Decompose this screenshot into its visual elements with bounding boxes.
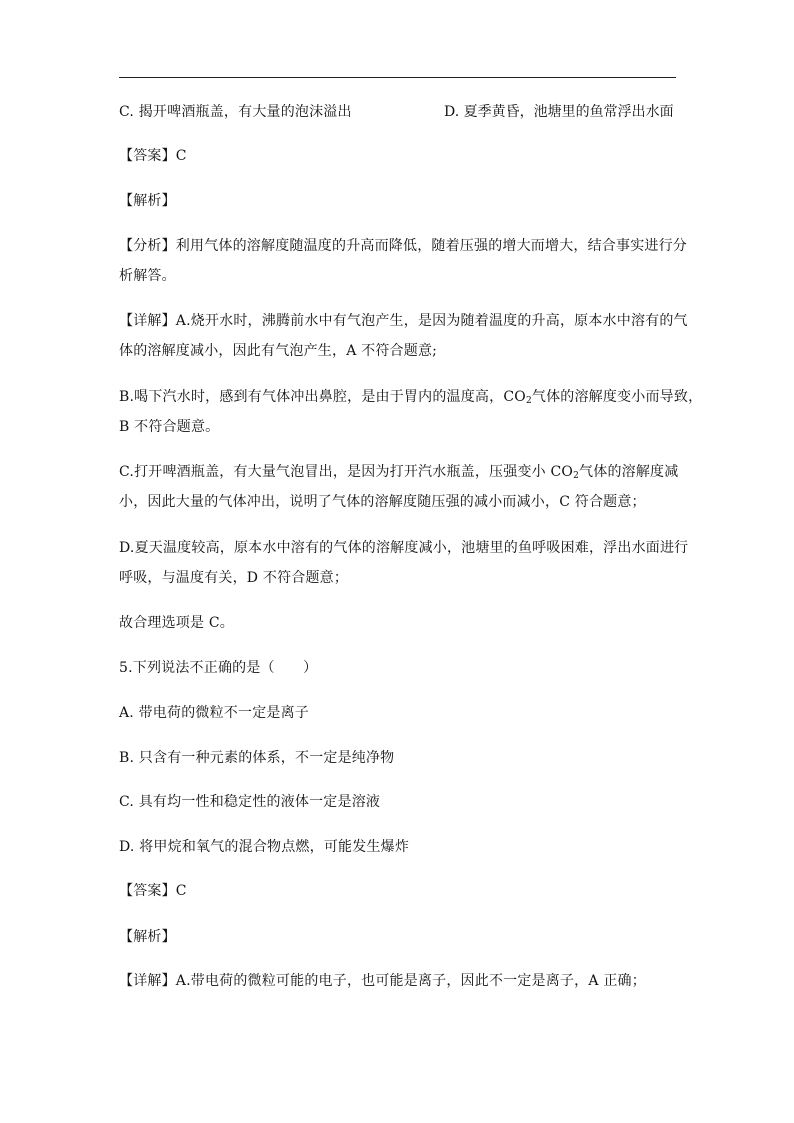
co2-subscript: 2: [573, 471, 580, 481]
detail-b-line-1: [119, 387, 703, 407]
q5-answer-label: 【答案】C: [119, 883, 187, 899]
q5-option-c: C. 具有均一性和稳定性的液体一定是溶液: [119, 794, 381, 810]
detail-d-line-2: 呼吸，与温度有关，D 不符合题意；: [119, 570, 349, 586]
conclusion: 故合理选项是 C。: [119, 615, 234, 631]
q5-option-b: B. 只含有一种元素的体系，不一定是纯净物: [119, 750, 395, 766]
detail-c-text-post: 气体的溶解度减: [579, 464, 679, 480]
detail-b-text-post: 气体的溶解度变小而导致，: [531, 389, 703, 405]
co2-subscript: 2: [525, 396, 532, 406]
analysis-line-1: 【分析】利用气体的溶解度随温度的升高而降低，随着压强的增大而增大，结合事实进行分: [119, 238, 687, 254]
option-c: C. 揭开啤酒瓶盖，有大量的泡沫溢出: [119, 104, 352, 120]
detail-c-line-1: [119, 462, 679, 482]
detail-a-line-1: 【详解】A.烧开水时，沸腾前水中有气泡产生，是因为随着温度的升高，原本水中溶有的气: [119, 313, 688, 329]
detail-b-text-pre: B.喝下汽水时，感到有气体冲出鼻腔，是由于胃内的温度高，CO: [119, 389, 526, 405]
analysis-heading: 【解析】: [119, 193, 176, 209]
q5-option-d: D. 将甲烷和氧气的混合物点燃，可能发生爆炸: [119, 839, 410, 855]
option-d: D. 夏季黄昏，池塘里的鱼常浮出水面: [444, 104, 674, 120]
q5-stem: 5.下列说法不正确的是（ ）: [119, 660, 318, 676]
analysis-line-2: 析解答。: [119, 268, 176, 284]
detail-c-text-pre: C.打开啤酒瓶盖，有大量气泡冒出，是因为打开汽水瓶盖，压强变小 CO: [119, 464, 574, 480]
answer-label: 【答案】C: [119, 148, 187, 164]
detail-b-line-2: B 不符合题意。: [119, 419, 220, 435]
detail-c-line-2: 小，因此大量的气体冲出，说明了气体的溶解度随压强的减小而减小，C 符合题意；: [119, 494, 646, 510]
detail-a-line-2: 体的溶解度减小，因此有气泡产生，A 不符合题意;: [119, 343, 438, 359]
q5-option-a: A. 带电荷的微粒不一定是离子: [119, 705, 310, 721]
q5-detail-a: 【详解】A.带电荷的微粒可能的电子，也可能是离子，因此不一定是离子，A 正确；: [119, 973, 646, 989]
header-rule: [119, 77, 676, 78]
q5-analysis-heading: 【解析】: [119, 929, 176, 945]
detail-d-line-1: D.夏天温度较高，原本水中溶有的气体的溶解度减小，池塘里的鱼呼吸困难，浮出水面进行: [119, 540, 689, 556]
